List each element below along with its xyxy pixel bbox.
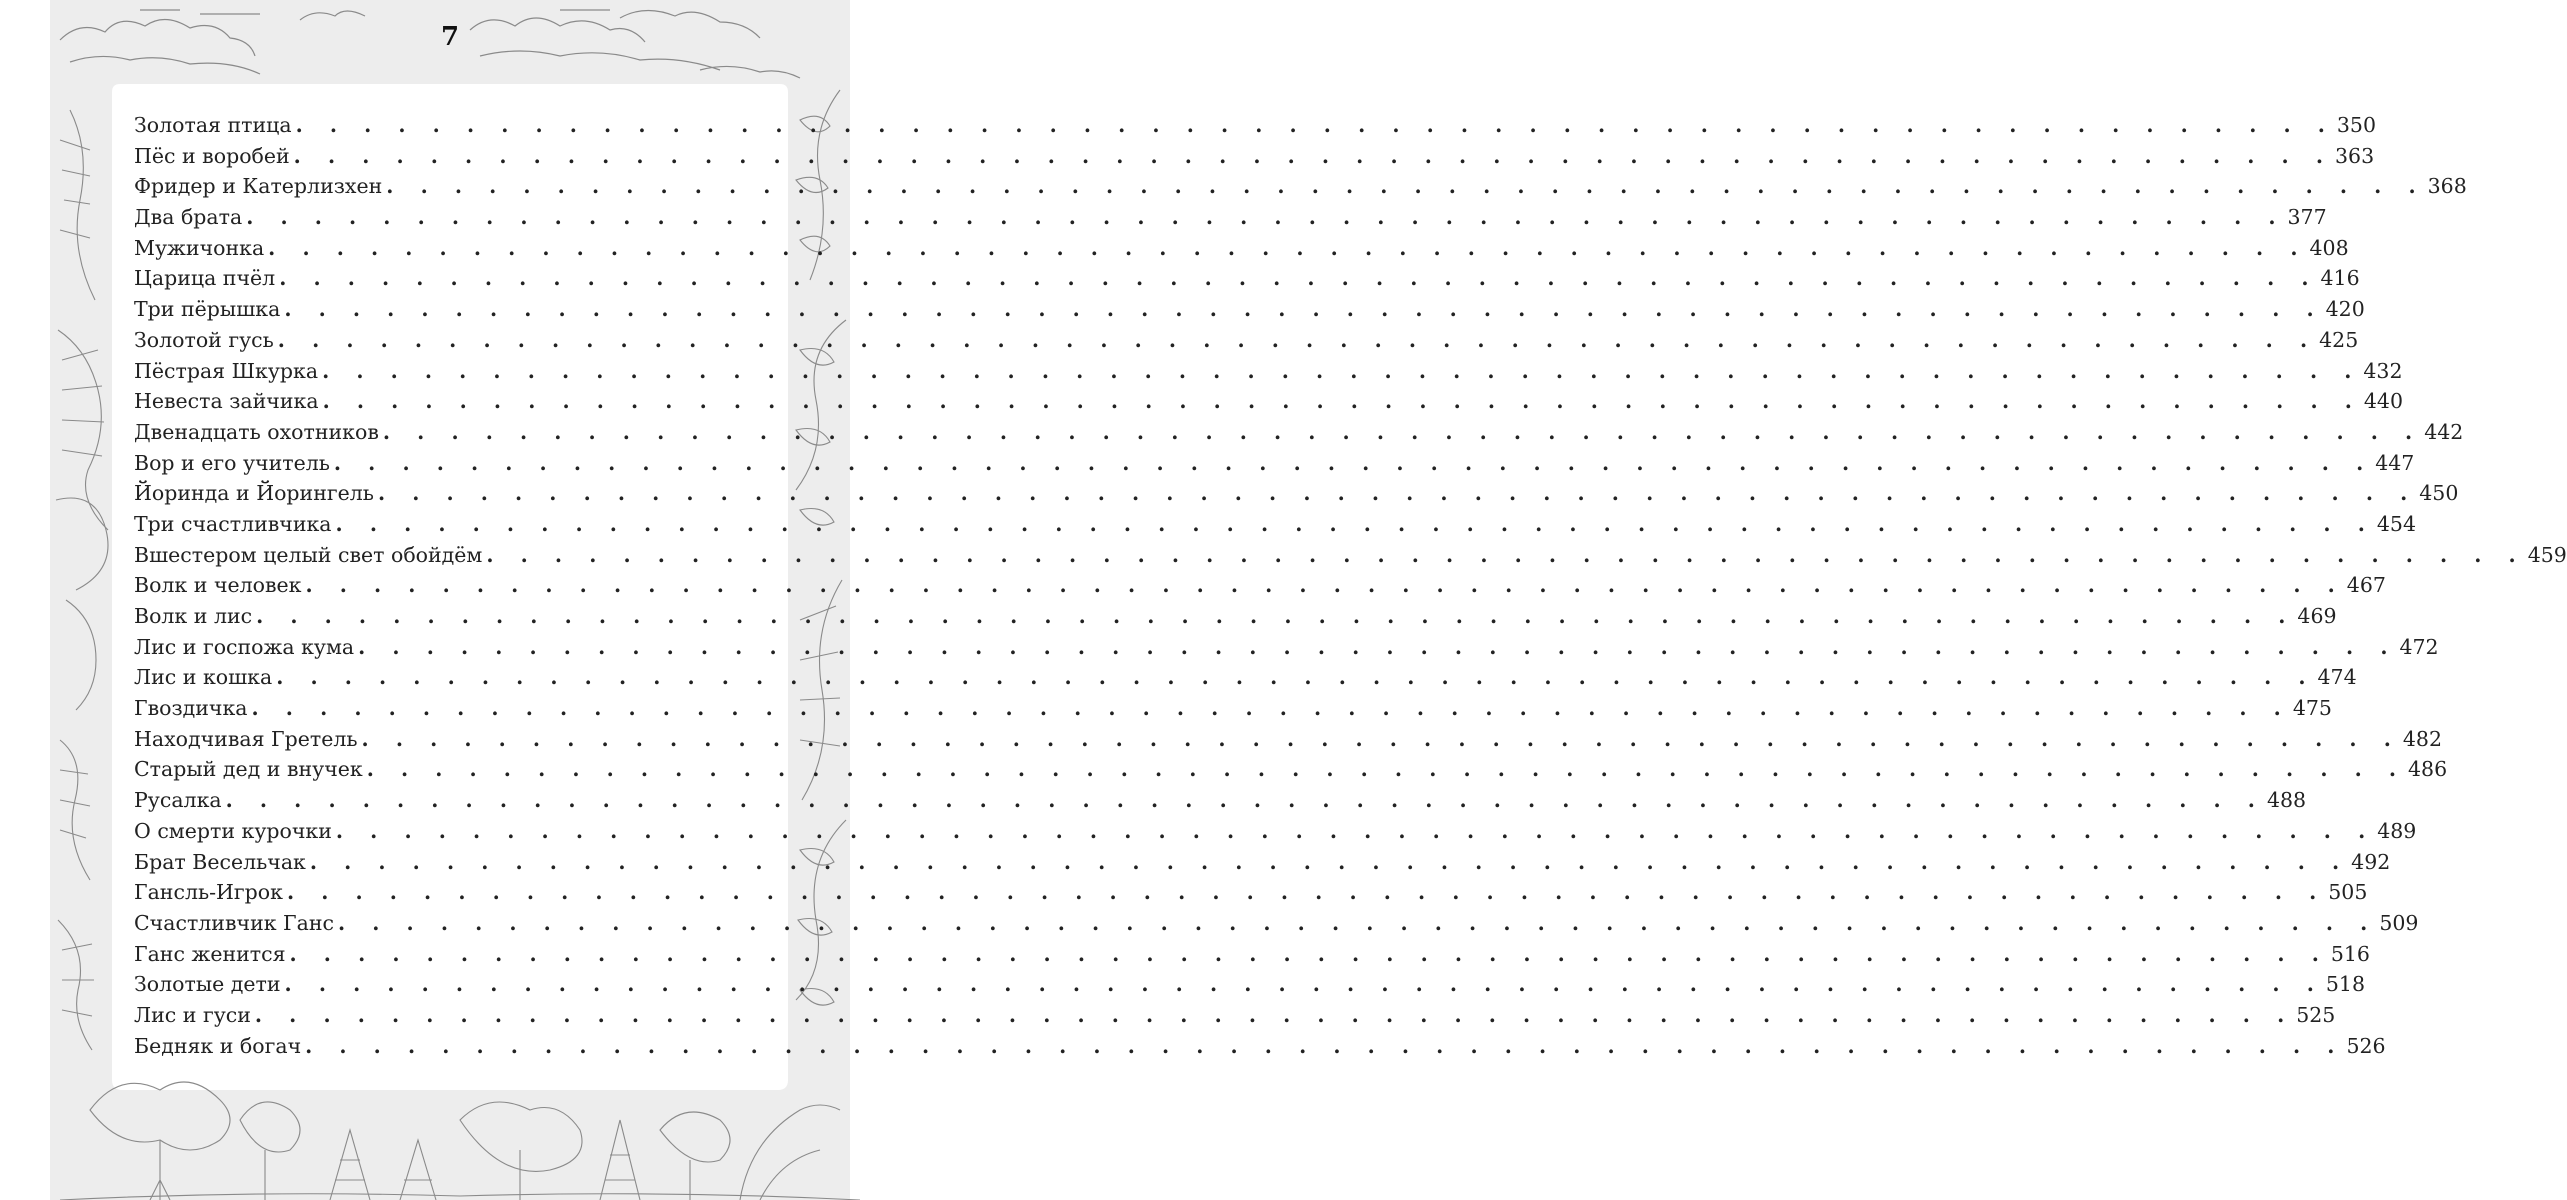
toc-entry[interactable] [134, 908, 2419, 939]
toc-entry-page: 518 [2325, 972, 2365, 997]
toc-entry-page: 525 [2296, 1002, 2336, 1027]
dot-leader: . . . . . . . . . . . . . . . . . . . . . . . . . . . . . . . . . . . . . . . . . . . . . . . . . . . . . . . . . . . . [377, 481, 2418, 506]
dot-leader: . . . . . . . . . . . . . . . . . . . . . . . . . . . . . . . . . . . . . . . . . . . . . . . . . . . . . . . . . . . . [295, 113, 2335, 137]
dot-leader: . . . . . . . . . . . . . . . . . . . . . . . . . . . . . . . . . . . . . . . . . . . . . . . . . . . . . . . . . . . . [246, 205, 2286, 230]
toc-entry-title: Невеста зайчика [134, 389, 319, 414]
toc-entry[interactable] [134, 325, 2359, 356]
dot-leader: . . . . . . . . . . . . . . . . . . . . . . . . . . . . . . . . . . . . . . . . . . . . . . . . . . . . . . . . . . . . [251, 696, 2291, 721]
toc-entry-title: Гансль-Игрок [134, 880, 283, 905]
dot-leader: . . . . . . . . . . . . . . . . . . . . . . . . . . . . . . . . . . . . . . . . . . . . . . . . . . . . . . . . . . . . [386, 174, 2426, 199]
toc-entry[interactable] [134, 202, 2327, 233]
toc-entry[interactable] [134, 570, 2386, 601]
toc-entry[interactable] [134, 386, 2404, 417]
toc-entry-page: 447 [2375, 450, 2415, 475]
toc-entry-page: 509 [2379, 910, 2419, 935]
dot-leader: . . . . . . . . . . . . . . . . . . . . . . . . . . . . . . . . . . . . . . . . . . . . . . . . . . . . . . . . . . . . [276, 665, 2316, 690]
toc-entry[interactable] [134, 847, 2391, 878]
toc-entry-title: Пёстрая Шкурка [134, 358, 319, 383]
toc-entry-page: 454 [2376, 511, 2416, 536]
toc-entry-page: 416 [2320, 266, 2360, 291]
toc-entry-title: Золотая птица [134, 113, 292, 137]
toc-entry-title: Лис и госпожа кума [134, 634, 355, 659]
toc-entry-title: О смерти курочки [134, 818, 332, 843]
toc-entry-title: Пёс и воробей [134, 143, 290, 168]
toc-entry-page: 526 [2346, 1033, 2386, 1058]
table-of-contents [134, 110, 2567, 1061]
toc-entry[interactable] [134, 785, 2307, 816]
toc-entry-title: Волк и лис [134, 604, 253, 628]
toc-entry-title: Русалка [134, 788, 222, 813]
toc-entry-title: Золотой гусь [134, 327, 274, 352]
toc-entry[interactable] [134, 1000, 2336, 1031]
dot-leader: . . . . . . . . . . . . . . . . . . . . . . . . . . . . . . . . . . . . . . . . . . . . . . . . . . . . . . . . . . . . [289, 941, 2329, 966]
toc-entry-page: 363 [2334, 143, 2375, 168]
toc-entry[interactable] [134, 263, 2360, 294]
toc-entry-page: 459 [2527, 542, 2567, 567]
toc-entry[interactable] [134, 294, 2365, 325]
toc-entry-page: 516 [2330, 941, 2370, 966]
toc-entry[interactable] [134, 969, 2365, 1000]
dot-leader: . . . . . . . . . . . . . . . . . . . . . . . . . . . . . . . . . . . . . . . . . . . . . . . . . . . . . . . . . . . . [335, 511, 2375, 536]
dot-leader: . . . . . . . . . . . . . . . . . . . . . . . . . . . . . . . . . . . . . . . . . . . . . . . . . . . . . . . . . . . . [293, 143, 2333, 168]
toc-entry[interactable] [134, 816, 2417, 847]
toc-entry-page: 489 [2377, 818, 2417, 843]
toc-entry-title: Мужичонка [134, 235, 265, 260]
dot-leader: . . . . . . . . . . . . . . . . . . . . . . . . . . . . . . . . . . . . . . . . . . . . . . . . . . . . . . . . . . . . [286, 880, 2327, 905]
toc-entry[interactable] [134, 509, 2416, 540]
toc-entry[interactable] [134, 356, 2403, 387]
toc-entry[interactable] [134, 877, 2368, 908]
dot-leader: . . . . . . . . . . . . . . . . . . . . . . . . . . . . . . . . . . . . . . . . . . . . . . . . . . . . . . . . . . . . [358, 634, 2398, 659]
toc-entry-title: Царица пчёл [134, 266, 276, 291]
toc-entry-title: Лис и гуси [134, 1002, 251, 1027]
toc-entry-title: Бедняк и богач [134, 1033, 302, 1058]
toc-entry-title: Находчивая Гретель [134, 726, 358, 751]
toc-entry-page: 469 [2297, 604, 2337, 628]
toc-entry[interactable] [134, 417, 2464, 448]
toc-entry[interactable] [134, 448, 2415, 479]
dot-leader: . . . . . . . . . . . . . . . . . . . . . . . . . . . . . . . . . . . . . . . . . . . . . . . . . . . . . . . . . . . . [333, 450, 2374, 475]
toc-entry-title: Три счастливчика [134, 511, 332, 536]
toc-entry-page: 442 [2424, 419, 2464, 444]
dot-leader: . . . . . . . . . . . . . . . . . . . . . . . . . . . . . . . . . . . . . . . . . . . . . . . . . . . . . . . . . . . . [322, 358, 2362, 383]
toc-entry-page: 488 [2266, 788, 2307, 813]
toc-entry[interactable] [134, 540, 2567, 571]
toc-entry-page: 432 [2363, 358, 2403, 383]
toc-entry-page: 475 [2292, 696, 2332, 721]
toc-entry-title: Счастливчик Ганс [134, 910, 334, 935]
toc-entry-title: Фридер и Катерлизхен [134, 174, 383, 199]
toc-entry[interactable] [134, 141, 2375, 172]
dot-leader: . . . . . . . . . . . . . . . . . . . . . . . . . . . . . . . . . . . . . . . . . . . . . . . . . . . . . . . . . . . . [268, 235, 2308, 260]
toc-entry-page: 505 [2328, 880, 2368, 905]
toc-entry[interactable] [134, 632, 2439, 663]
dot-leader: . . . . . . . . . . . . . . . . . . . . . . . . . . . . . . . . . . . . . . . . . . . . . . . . . . . . . . . . . . . . [382, 419, 2423, 444]
dot-leader: . . . . . . . . . . . . . . . . . . . . . . . . . . . . . . . . . . . . . . . . . . . . . . . . . . . . . . . . . . . . [305, 573, 2345, 598]
dot-leader: . . . . . . . . . . . . . . . . . . . . . . . . . . . . . . . . . . . . . . . . . . . . . . . . . . . . . . . . . . . . [361, 726, 2401, 751]
dot-leader: . . . . . . . . . . . . . . . . . . . . . . . . . . . . . . . . . . . . . . . . . . . . . . . . . . . . . . . . . . . . [284, 297, 2324, 322]
toc-entry-title: Йоринда и Йорингель [134, 481, 374, 506]
toc-entry-page: 450 [2419, 481, 2459, 506]
toc-entry-page: 377 [2287, 205, 2327, 230]
toc-entry-title: Два брата [134, 205, 243, 230]
toc-entry-title: Двенадцать охотников [134, 419, 379, 444]
toc-entry-title: Брат Весельчак [134, 849, 306, 874]
toc-entry-page: 482 [2402, 726, 2442, 751]
toc-entry[interactable] [134, 1031, 2386, 1062]
toc-entry[interactable] [134, 171, 2467, 202]
toc-entry-title: Гвоздичка [134, 696, 248, 721]
page-number: 7 [440, 22, 460, 52]
toc-entry-page: 492 [2351, 849, 2391, 874]
dot-leader: . . . . . . . . . . . . . . . . . . . . . . . . . . . . . . . . . . . . . . . . . . . . . . . . . . . . . . . . . . . . [309, 849, 2350, 874]
toc-entry-title: Старый дед и внучек [134, 757, 363, 782]
toc-entry-page: 420 [2325, 297, 2365, 322]
dot-leader: . . . . . . . . . . . . . . . . . . . . . . . . . . . . . . . . . . . . . . . . . . . . . . . . . . . . . . . . . . . . [335, 818, 2376, 843]
toc-entry[interactable] [134, 939, 2370, 970]
toc-entry-page: 474 [2317, 665, 2357, 690]
toc-entry-page: 486 [2408, 757, 2448, 782]
toc-entry-title: Три пёрышка [134, 297, 281, 322]
toc-entry[interactable] [134, 662, 2357, 693]
toc-entry-title: Лис и кошка [134, 665, 273, 690]
toc-entry[interactable] [134, 478, 2459, 509]
dot-leader: . . . . . . . . . . . . . . . . . . . . . . . . . . . . . . . . . . . . . . . . . . . . . . . . . . . . . . . . . . . . [284, 972, 2324, 997]
toc-entry-title: Вор и его учитель [134, 450, 330, 475]
toc-entry-page: 408 [2309, 235, 2349, 260]
dot-leader: . . . . . . . . . . . . . . . . . . . . . . . . . . . . . . . . . . . . . . . . . . . . . . . . . . . . . . . . . . . . [322, 389, 2362, 414]
dot-leader: . . . . . . . . . . . . . . . . . . . . . . . . . . . . . . . . . . . . . . . . . . . . . . . . . . . . . . . . . . . . [254, 1002, 2295, 1027]
toc-entry-page: 467 [2346, 573, 2386, 598]
dot-leader: . . . . . . . . . . . . . . . . . . . . . . . . . . . . . . . . . . . . . . . . . . . . . . . . . . . . . . . . . . . . [256, 604, 2296, 628]
toc-entry-page: 368 [2427, 174, 2467, 199]
toc-entry-page: 425 [2319, 327, 2359, 352]
dot-leader: . . . . . . . . . . . . . . . . . . . . . . . . . . . . . . . . . . . . . . . . . . . . . . . . . . . . . . . . . . . . [277, 327, 2318, 352]
toc-entry-title: Ганс женится [134, 941, 286, 966]
dot-leader: . . . . . . . . . . . . . . . . . . . . . . . . . . . . . . . . . . . . . . . . . . . . . . . . . . . . . . . . . . . . [305, 1033, 2345, 1058]
dot-leader: . . . . . . . . . . . . . . . . . . . . . . . . . . . . . . . . . . . . . . . . . . . . . . . . . . . . . . . . . . . . [225, 788, 2265, 813]
toc-entry-title: Золотые дети [134, 972, 281, 997]
toc-entry-title: Вшестером целый свет обойдём [134, 542, 483, 567]
toc-entry[interactable] [134, 601, 2337, 632]
dot-leader: . . . . . . . . . . . . . . . . . . . . . . . . . . . . . . . . . . . . . . . . . . . . . . . . . . . . . . . . . . . . [279, 266, 2319, 291]
toc-entry-page: 472 [2399, 634, 2439, 659]
toc-entry-page: 440 [2363, 389, 2404, 414]
toc-entry-page: 350 [2336, 113, 2377, 137]
toc-entry[interactable] [134, 693, 2332, 724]
toc-entry[interactable] [134, 754, 2448, 785]
dot-leader: . . . . . . . . . . . . . . . . . . . . . . . . . . . . . . . . . . . . . . . . . . . . . . . . . . . . . . . . . . . . [338, 910, 2378, 935]
toc-entry[interactable] [134, 110, 2377, 141]
toc-entry[interactable] [134, 233, 2349, 264]
toc-entry-title: Волк и человек [134, 573, 302, 598]
toc-entry[interactable] [134, 724, 2442, 755]
dot-leader: . . . . . . . . . . . . . . . . . . . . . . . . . . . . . . . . . . . . . . . . . . . . . . . . . . . . . . . . . . . . [486, 542, 2526, 567]
dot-leader: . . . . . . . . . . . . . . . . . . . . . . . . . . . . . . . . . . . . . . . . . . . . . . . . . . . . . . . . . . . . [366, 757, 2407, 782]
